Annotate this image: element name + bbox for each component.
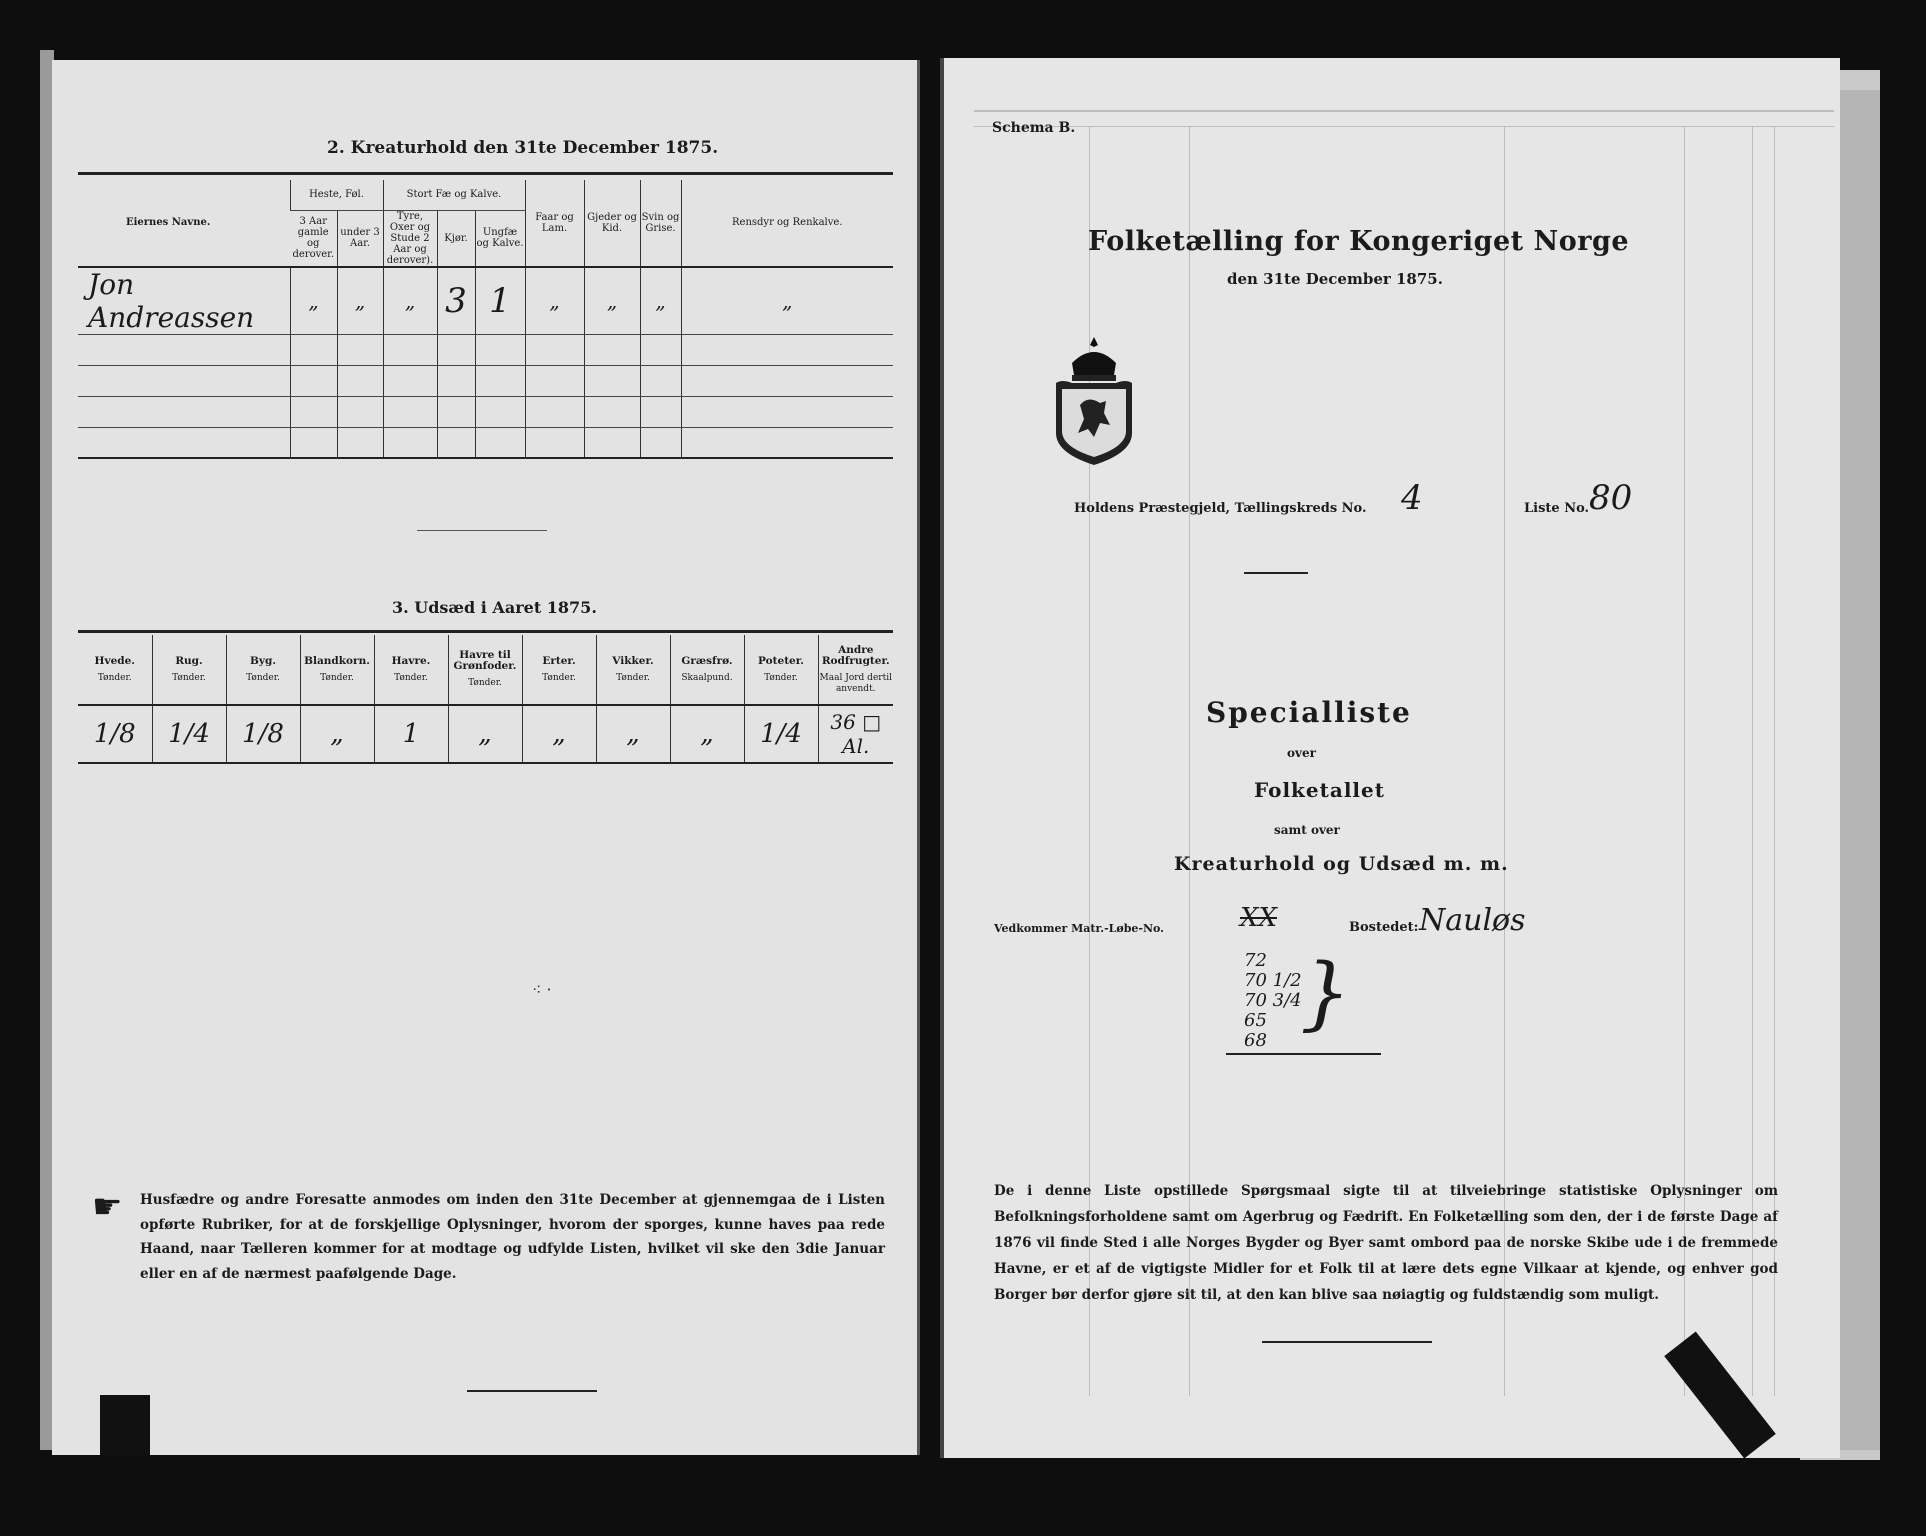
header-heste-group: Heste, Føl.	[290, 180, 383, 210]
seed-header-cell	[300, 635, 374, 705]
liste-label: Liste No.	[1524, 501, 1590, 516]
seed-header-name: Rug.	[175, 654, 203, 667]
matr-label: Vedkommer Matr.-Løbe-No.	[994, 922, 1164, 935]
owner-name: Jon Andreassen	[78, 267, 290, 335]
val-stort-a: „	[383, 267, 437, 335]
section3-title: 3. Udsæd i Aaret 1875.	[392, 598, 597, 617]
seed-header-cell	[522, 635, 596, 705]
section2-title: 2. Kreaturhold den 31te December 1875.	[327, 138, 719, 158]
binder-clip-left	[100, 1395, 150, 1455]
folketallet-title: Folketallet	[1254, 778, 1385, 802]
seed-header-cell	[226, 635, 300, 705]
seed-value: 1/8	[226, 705, 300, 763]
footer-rule	[467, 1390, 597, 1392]
specialliste-title: Specialliste	[1206, 696, 1412, 729]
seed-value: 1/8	[78, 705, 152, 763]
seed-value: „	[522, 705, 596, 763]
val-faar: „	[525, 267, 584, 335]
seed-value: 1/4	[744, 705, 818, 763]
seed-header-row	[78, 635, 893, 705]
val-stort-c: 1	[475, 267, 525, 335]
header-stort-b: Kjør.	[437, 210, 475, 267]
header-stort-a: Tyre, Oxer og Stude 2 Aar og derover).	[383, 210, 437, 267]
livestock-row-empty	[78, 427, 893, 458]
seed-header-name: Hvede.	[94, 654, 135, 667]
kreds-number: 4	[1401, 478, 1423, 518]
seed-header-unit: Maal Jord dertil anvendt.	[819, 672, 892, 694]
right-page	[940, 58, 1840, 1458]
header-stort-c: Ungfæ og Kalve.	[475, 210, 525, 267]
livestock-row-empty	[78, 396, 893, 427]
seed-header-name: Erter.	[542, 654, 576, 667]
val-gjeder: „	[584, 267, 640, 335]
divider-rule	[1244, 572, 1308, 574]
header-faar: Faar og Lam.	[525, 180, 584, 267]
seed-header-cell	[448, 635, 522, 705]
seed-header-cell	[670, 635, 744, 705]
ink-dots: ⁖ ·	[532, 980, 552, 999]
seed-header-name: Blandkorn.	[304, 654, 370, 667]
seed-header-unit: Tønder.	[542, 672, 576, 683]
seed-header-unit: Tønder.	[172, 672, 206, 683]
matr-number: 70 3/4	[1244, 990, 1302, 1011]
seed-header-name: Havre.	[391, 654, 431, 667]
seed-header-name: Andre Rodfrugter.	[821, 643, 890, 667]
seed-value: 36 □ Al.	[818, 705, 893, 763]
seed-header-unit: Tønder.	[320, 672, 354, 683]
matr-crossed-value: XX	[1240, 903, 1278, 933]
matr-number: 68	[1244, 1030, 1267, 1051]
left-page	[52, 60, 920, 1455]
val-svin: „	[640, 267, 681, 335]
seed-value: 1/4	[152, 705, 226, 763]
header-svin: Svin og Grise.	[640, 180, 681, 267]
brace-mark: }	[1300, 946, 1351, 1039]
seed-header-cell	[374, 635, 448, 705]
main-subtitle: den 31te December 1875.	[1227, 270, 1443, 288]
seed-header-name: Vikker.	[612, 654, 654, 667]
seed-header-cell	[596, 635, 670, 705]
header-owner: Eiernes Navne.	[126, 217, 211, 229]
seed-header-unit: Skaalpund.	[681, 672, 733, 683]
coat-of-arms-icon	[1044, 333, 1144, 468]
seed-value: „	[670, 705, 744, 763]
matr-number: 72	[1244, 950, 1267, 971]
kreaturhold-title: Kreaturhold og Udsæd m. m.	[1174, 853, 1509, 875]
seed-value: „	[596, 705, 670, 763]
seed-value: „	[300, 705, 374, 763]
seed-header-name: Græsfrø.	[681, 654, 733, 667]
header-gjeder: Gjeder og Kid.	[584, 180, 640, 267]
section2-top-rule	[78, 172, 893, 175]
ghost-rule	[974, 110, 1834, 112]
val-heste-b: „	[337, 267, 383, 335]
seed-value-row	[78, 705, 893, 763]
val-heste-a: „	[290, 267, 337, 335]
liste-number: 80	[1589, 478, 1633, 518]
header-heste-a: 3 Aar gamle og derover.	[290, 210, 337, 267]
seed-header-cell	[78, 635, 152, 705]
divider-rule-3	[1262, 1341, 1432, 1343]
val-rensdyr: „	[681, 267, 893, 335]
header-heste-b: under 3 Aar.	[337, 210, 383, 267]
section3-top-rule	[78, 630, 893, 633]
seed-header-name: Havre til Grønfoder.	[453, 649, 517, 672]
seed-header-cell	[818, 635, 893, 705]
header-owner-cell	[78, 180, 290, 267]
val-stort-b: 3	[437, 267, 475, 335]
seed-header-unit: Tønder.	[246, 672, 280, 683]
seed-table	[78, 635, 893, 764]
livestock-row-empty	[78, 334, 893, 365]
bostedet-value: Nauløs	[1419, 903, 1526, 938]
seed-value: „	[448, 705, 522, 763]
district-prefix: Holdens Præstegjeld, Tællingskreds No.	[1074, 501, 1367, 516]
seed-header-unit: Tønder.	[616, 672, 650, 683]
livestock-row-empty	[78, 365, 893, 396]
matr-number: 65	[1244, 1010, 1267, 1031]
schema-label: Schema B.	[992, 120, 1076, 136]
over-1: over	[1287, 746, 1316, 760]
bostedet-label: Bostedet:	[1349, 920, 1419, 935]
seed-header-unit: Tønder.	[468, 678, 502, 688]
matr-number: 70 1/2	[1244, 970, 1302, 991]
seed-value: 1	[374, 705, 448, 763]
header-stort-group: Stort Fæ og Kalve.	[383, 180, 525, 210]
pointing-hand-icon: ☛	[92, 1187, 123, 1227]
header-rensdyr: Rensdyr og Renkalve.	[681, 180, 893, 267]
seed-header-cell	[152, 635, 226, 705]
livestock-row-1	[78, 267, 893, 335]
ghost-rule	[974, 126, 1834, 127]
divider-rule-2	[1226, 1053, 1381, 1055]
notice-text: Husfædre og andre Foresatte anmodes om inden den 31te December at gjennemgaa de i Listen opførte Rubriker, for at de forskjellige Oplysninger, hvorom der sporges, kunne haves paa rede Haand, naar Tælleren kommer for at modtage og udfylde Listen, hvilket vil ske den 3die Januar eller en af de nærmest paafølgende Dage.	[140, 1192, 885, 1282]
livestock-table	[78, 180, 893, 459]
seed-header-name: Byg.	[250, 654, 276, 667]
seed-header-name: Poteter.	[758, 654, 804, 667]
seed-header-cell	[744, 635, 818, 705]
intro-paragraph: De i denne Liste opstillede Spørgsmaal sigte til at tilveiebringe statistiske Oplysninger om Befolkningsforholdene samt om Agerbrug og Fædrift. En Folketælling som den, der i de første Dage af 1876 vil finde Sted i alle Norges Bygder og Byer samt ombord paa de norske Skibe ude i de fremmede Havne, er et af de vigtigste Midler for et Folk til at lære dets egne Vilkaar at kjende, og enhver god Borger bør derfor gjøre sit til, at den kan blive saa nøiagtig og fuldstændig som muligt.	[994, 1183, 1778, 1303]
page-edge-right-stack-2	[1835, 90, 1880, 1450]
main-title: Folketælling for Kongeriget Norge	[1088, 226, 1630, 257]
seed-header-unit: Tønder.	[764, 672, 798, 683]
separator-rule	[417, 530, 547, 531]
seed-header-unit: Tønder.	[394, 672, 428, 683]
samt-over: samt over	[1274, 823, 1340, 837]
seed-header-unit: Tønder.	[97, 672, 132, 683]
